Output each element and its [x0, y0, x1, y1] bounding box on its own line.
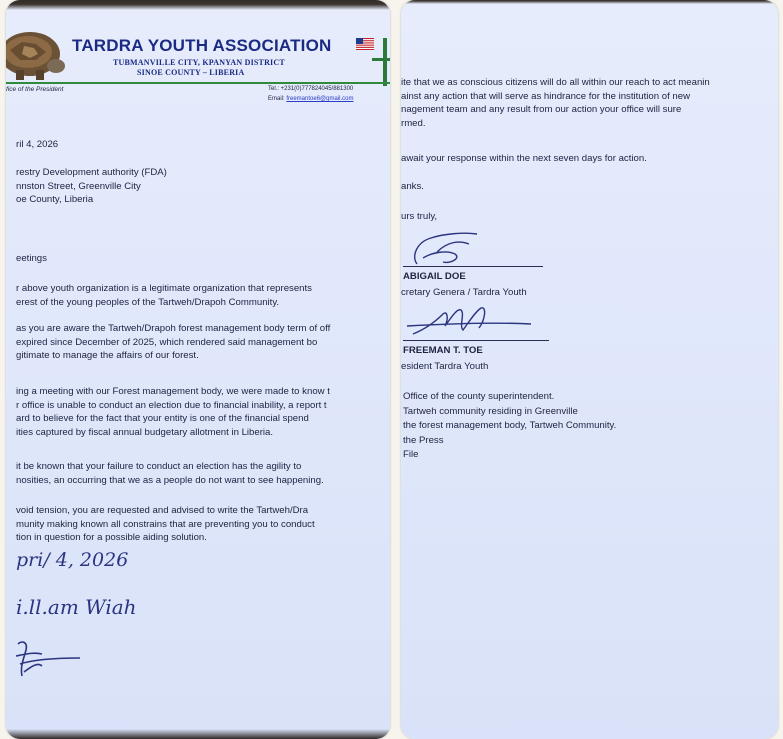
- contact-email-label: Email:: [268, 96, 285, 102]
- signature-1-icon: [403, 228, 553, 270]
- signatory-1-name: ABIGAIL DOE: [403, 271, 466, 282]
- paragraph-4: it be known that your failure to conduct an election has the agility to nosities, an occurring that we as a people do not want to see happening.: [16, 461, 324, 486]
- signatory-2-name: FREEMAN T. TOE: [403, 345, 483, 356]
- org-name: TARDRA YOUTH ASSOCIATION: [72, 36, 332, 55]
- photo-edge-bottom: [6, 729, 390, 739]
- office-of-president-label: fice of the President: [6, 86, 64, 93]
- paragraph-5: void tension, you are requested and advised to write the Tartweh/Dra munity making known all constrains that are preventing you to conduct tion in question for a possible aiding solution.: [16, 505, 315, 543]
- org-address-line-2: SINOE COUNTY – LIBERIA: [137, 68, 245, 77]
- contact-email-link[interactable]: freemantoe6@gmail.com: [286, 96, 354, 102]
- tortoise-logo-icon: [6, 26, 68, 84]
- org-address-line-1: TUBMANVILLE CITY, KPANYAN DISTRICT: [113, 58, 285, 67]
- liberian-flag-icon: [356, 38, 374, 50]
- signatory-1-title: cretary Genera / Tardra Youth: [401, 287, 527, 298]
- page2-thanks: anks.: [401, 181, 424, 192]
- handwritten-signature-icon: [12, 636, 82, 684]
- paragraph-1: r above youth organization is a legitimate organization that represents erest of the young peoples of the Tartweh/Drapoh Community.: [16, 283, 312, 308]
- signature-1-line: [403, 266, 543, 267]
- signatory-2-title: esident Tardra Youth: [401, 361, 489, 372]
- letter-page-1: [6, 0, 390, 739]
- salutation: eetings: [16, 253, 47, 264]
- contact-email-row: [268, 96, 353, 102]
- page2-paragraph-2: await your response within the next seven days for action.: [401, 153, 647, 164]
- page2-paragraph-1: ite that we as conscious citizens will do all within our reach to act meanin ainst any action that will serve as hindrance for the institution of new nagement team and any result from our action your office will sure rmed.: [401, 77, 710, 129]
- page2-closing: urs truly,: [401, 211, 438, 222]
- signature-2-icon: [403, 300, 553, 344]
- handwritten-date: pri/ 4, 2026: [16, 549, 129, 571]
- recipient-address: restry Development authority (FDA) nnston Street, Greenville City oe County, Liberia: [16, 167, 167, 205]
- header-cross-horizontal: [372, 58, 390, 61]
- header-cross-vertical: [383, 38, 387, 86]
- photo-edge-top: [6, 0, 390, 10]
- photo-edge-top: [401, 0, 778, 4]
- handwritten-name: i.ll.am Wiah: [16, 595, 137, 619]
- paragraph-2: as you are aware the Tartweh/Drapoh forest management body term of off expired since December of 2025, which rendered said management bo gitimate to manage the affairs of our forest.: [16, 323, 331, 361]
- letter-date: ril 4, 2026: [16, 139, 59, 150]
- contact-tel: Tel.: +231(0)777824045/881300: [268, 86, 354, 92]
- signature-2-line: [403, 340, 549, 341]
- letter-page-2: [401, 0, 778, 739]
- paragraph-3: ing a meeting with our Forest management body, we were made to know t r office is unable to conduct an election due to financial inability, a report t ard to believe for the fact that your entity is one of the financial spend ities captured by fiscal annual budgetary allotment in Liberia.: [16, 386, 330, 438]
- header-rule: [6, 82, 390, 84]
- cc-list: Office of the county superintendent. Tartweh community residing in Greenville the forest management body, Tartweh Community. the Press File: [403, 391, 617, 460]
